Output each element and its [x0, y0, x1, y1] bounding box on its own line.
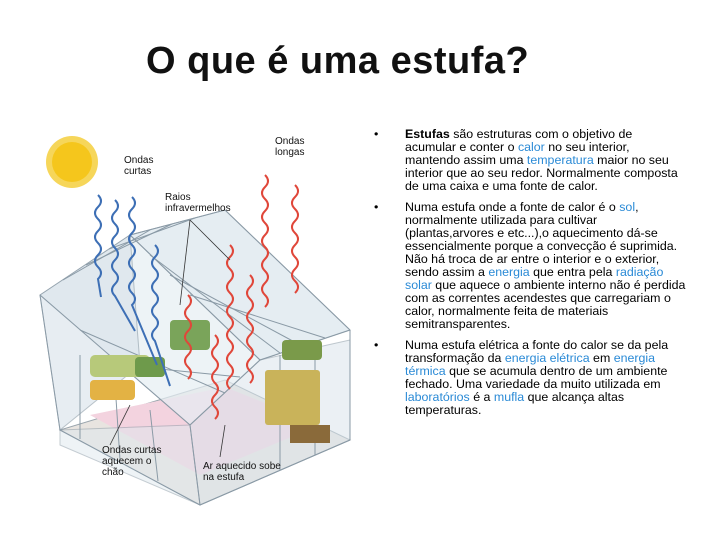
bullet-text: que entra pela — [529, 265, 616, 279]
term-link[interactable]: sol — [619, 200, 636, 214]
label-raios-infravermelhos: Raios infravermelhos — [165, 192, 231, 214]
bullet-text: Numa estufa elétrica a fonte do calor se da pela transformação da — [405, 338, 669, 365]
bullet-text: é a — [469, 390, 494, 404]
term-link[interactable]: energia — [488, 265, 530, 279]
bullet-text: no seu interior, mantendo assim uma — [405, 140, 630, 167]
term-link[interactable]: energia térmica — [405, 351, 656, 378]
term-link[interactable]: calor — [517, 140, 545, 154]
label-ar-aquecido: Ar aquecido sobe na estufa — [203, 461, 281, 483]
bullet-text: Numa estufa onde a fonte de calor é o — [405, 200, 620, 214]
bullet-text: que alcança altas temperaturas. — [405, 390, 625, 417]
greenhouse-illustration — [20, 125, 365, 540]
bullet-text: maior no seu interior que ao seu redor. Normalmente composta de uma caixa e uma fonte de calor. — [405, 153, 678, 193]
bullet-list — [368, 128, 686, 425]
bullet-marker: • — [374, 338, 379, 352]
bullet-text: que aquece o ambiente interno não é perdida com as correntes acendestes que carregariam o calor, normalmente feita de materiais semitransparentes. — [405, 278, 686, 331]
bullet-item — [368, 339, 686, 417]
term-link[interactable]: energia elétrica — [504, 351, 590, 365]
bullet-text: em — [589, 351, 614, 365]
bullet-marker: • — [374, 200, 379, 214]
bold-term: Estufas — [405, 127, 450, 141]
bullet-marker: • — [374, 127, 379, 141]
sun-icon — [46, 136, 98, 188]
label-ondas-curtas-aquecem: Ondas curtas aquecem o chão — [102, 445, 162, 478]
term-link[interactable]: radiação solar — [405, 265, 664, 292]
label-ondas-curtas: Ondas curtas — [124, 155, 154, 177]
bullet-item — [368, 128, 686, 193]
label-ondas-longas: Ondas longas — [275, 136, 305, 158]
bullet-item — [368, 201, 686, 331]
term-link[interactable]: temperatura — [526, 153, 594, 167]
term-link[interactable]: mufla — [493, 390, 525, 404]
bullet-text: são estruturas com o objetivo de acumular e conter o — [405, 127, 633, 154]
bullet-text: , normalmente utilizada para cultivar (plantas,arvores e etc...),o aquecimento dá-se essencialmente porque a convecção é suprimida. Não há troca de ar entre o interior e o exterior, sendo assim a — [405, 200, 678, 279]
bullet-text: que se acumula dentro de um ambiente fechado. Uma variedade da muito utilizada em — [405, 364, 668, 391]
greenhouse-diagram — [20, 125, 365, 540]
term-link[interactable]: laboratórios — [405, 390, 470, 404]
page-title: O que é uma estufa? — [146, 40, 530, 82]
